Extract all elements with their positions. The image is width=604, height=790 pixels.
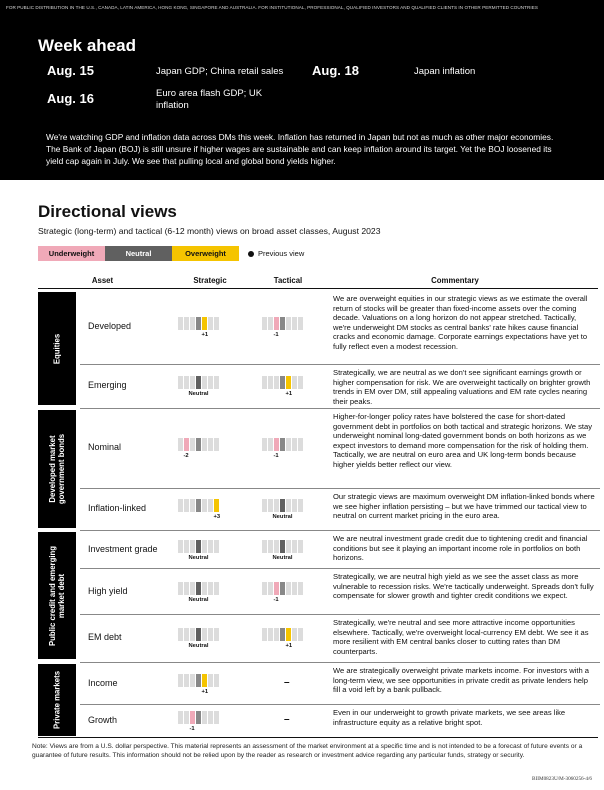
document-code: BIIM0823U/M-3060256-4/6 xyxy=(532,776,592,782)
scale-cell xyxy=(298,317,303,330)
tactical-view-scale xyxy=(262,438,305,459)
scale-cell xyxy=(184,438,189,451)
commentary-text: Even in our underweight to growth private markets, we see areas like infrastructure equity as a relative bright spot. xyxy=(333,708,566,727)
scale-cell xyxy=(268,438,273,451)
commentary-text: Strategically, we are neutral high yield as we see the asset class as more vulnerable to recession risks. We're tactically underweight. Spreads don't fully compensate for slower growth and tighter credit conditions we expect. xyxy=(333,572,594,601)
strategic-view-label: Neutral xyxy=(188,597,209,603)
scale-cell xyxy=(190,582,195,595)
scale-cell xyxy=(184,674,189,687)
scale-cell xyxy=(268,582,273,595)
row-divider xyxy=(80,408,600,409)
row-divider xyxy=(80,614,600,615)
category-credit-emd xyxy=(38,532,76,659)
scale-cell xyxy=(178,628,183,641)
scale-cell xyxy=(190,540,195,553)
scale-cell xyxy=(298,582,303,595)
scale-cell xyxy=(292,317,297,330)
directional-views-subtitle: Strategic (long-term) and tactical (6-12 month) views on broad asset classes, August 2023 xyxy=(38,226,381,236)
strategic-view-scale xyxy=(178,317,221,338)
scale-cell xyxy=(208,438,213,451)
category-label: Private markets xyxy=(52,670,62,730)
scale-cell xyxy=(184,317,189,330)
asset-name: Nominal xyxy=(88,442,122,452)
scale-cell xyxy=(274,438,279,451)
strategic-view-label: +1 xyxy=(201,689,209,695)
scale-cell xyxy=(286,499,291,512)
strategic-view-label: +1 xyxy=(201,332,209,338)
header-divider xyxy=(38,288,598,289)
scale-cell xyxy=(298,628,303,641)
scale-cell xyxy=(268,628,273,641)
header-tactical: Tactical xyxy=(273,276,303,285)
strategic-view-label: Neutral xyxy=(188,555,209,561)
tactical-view-scale xyxy=(262,499,305,520)
scale-cell xyxy=(274,628,279,641)
scale-cell xyxy=(190,674,195,687)
scale-cell xyxy=(286,376,291,389)
scale-cell xyxy=(190,711,195,724)
legend-neutral: Neutral xyxy=(105,246,172,261)
asset-name: EM debt xyxy=(88,632,122,642)
scale-cell xyxy=(214,674,219,687)
scale-cell xyxy=(178,376,183,389)
scale-cell xyxy=(178,582,183,595)
scale-cell xyxy=(196,674,201,687)
scale-cell xyxy=(184,499,189,512)
scale-cell xyxy=(292,499,297,512)
strategic-view-scale xyxy=(178,582,221,603)
scale-cell xyxy=(298,438,303,451)
table-bottom-divider xyxy=(38,737,598,738)
week-ahead-intro: We're watching GDP and inflation data across DMs this week. Inflation has returned in Japan but not as much as other major economies. The Bank of Japan (BOJ) is still unsure if higher wages are sustainable and can keep inflation around its target. Yet the BOJ loosened its yield cap again in July. We see that pulling local and global bond yields higher. xyxy=(46,132,554,167)
scale-cell xyxy=(274,499,279,512)
scale-cell xyxy=(208,317,213,330)
category-label: Public credit and emerging market debt xyxy=(48,545,66,646)
scale-cell xyxy=(202,438,207,451)
scale-cell xyxy=(190,438,195,451)
header-strategic: Strategic xyxy=(193,276,227,285)
row-divider xyxy=(80,364,600,365)
scale-cell xyxy=(214,711,219,724)
scale-cell xyxy=(208,499,213,512)
legend-underweight: Underweight xyxy=(38,246,105,261)
scale-cell xyxy=(292,540,297,553)
scale-cell xyxy=(274,317,279,330)
category-dm-government-bonds xyxy=(38,410,76,528)
tactical-view-scale xyxy=(262,582,305,603)
strategic-view-scale xyxy=(178,711,221,732)
scale-cell xyxy=(178,499,183,512)
legend-overweight: Overweight xyxy=(172,246,239,261)
strategic-view-scale xyxy=(178,438,221,459)
strategic-view-scale xyxy=(178,376,221,397)
tactical-view-scale xyxy=(262,317,305,338)
scale-cell xyxy=(274,540,279,553)
asset-name: Inflation-linked xyxy=(88,503,147,513)
commentary-text: Strategically, we are neutral as we don't see significant earnings growth or higher compensation for risk. We are overweight tactically on brighter growth trends in EM over DM, still appealing valuations and EM rate cycles nearing their peaks. xyxy=(333,368,591,406)
scale-cell xyxy=(178,711,183,724)
category-private-markets xyxy=(38,664,76,736)
tactical-view-label: Neutral xyxy=(272,514,293,520)
event-date: Aug. 15 xyxy=(47,63,94,78)
category-label: Developed market government bonds xyxy=(48,433,66,505)
strategic-view-label: Neutral xyxy=(188,391,209,397)
scale-cell xyxy=(196,499,201,512)
scale-cell xyxy=(280,376,285,389)
scale-cell xyxy=(196,438,201,451)
scale-cell xyxy=(178,317,183,330)
tactical-view-label: -1 xyxy=(273,332,279,338)
scale-cell xyxy=(208,628,213,641)
scale-cell xyxy=(262,582,267,595)
scale-cell xyxy=(262,376,267,389)
asset-name: Developed xyxy=(88,321,132,331)
commentary-text: Strategically, we're neutral and see more attractive income opportunities elsewhere. Tactically, we're overweight local-currency EM debt. We see it as more resilient with EM central banks closer to cutting rates than DM counterparts. xyxy=(333,618,589,656)
scale-cell xyxy=(208,674,213,687)
scale-cell xyxy=(208,711,213,724)
scale-cell xyxy=(202,582,207,595)
row-divider xyxy=(80,530,600,531)
week-ahead-panel xyxy=(0,0,604,180)
commentary-text: Higher-for-longer policy rates have bolstered the case for short-dated government debt in portfolios on both tactical and strategic horizons. We stay underweight nominal long-dated government bonds on both horizons as we expect investors to demand more compensation for the risk of holding them. Tactically, we are neutral on euro area and UK long-term bonds because higher yields better reflect our view. xyxy=(333,412,593,469)
distribution-disclaimer: FOR PUBLIC DISTRIBUTION IN THE U.S., CANADA, LATIN AMERICA, HONG KONG, SINGAPORE AND AUSTRALIA. FOR INSTITUTIONAL, PROFESSIONAL, QUALIFIED INVESTORS AND QUALIFIED CLIENTS IN OTHER PERMITTED COUNTRIES xyxy=(6,5,538,10)
scale-cell xyxy=(190,317,195,330)
scale-cell xyxy=(214,628,219,641)
scale-cell xyxy=(262,628,267,641)
directional-views-title: Directional views xyxy=(38,202,177,221)
week-ahead-title: Week ahead xyxy=(38,36,136,55)
strategic-view-label: -1 xyxy=(189,726,195,732)
event-text: Euro area flash GDP; UK inflation xyxy=(156,88,263,111)
strategic-view-label: Neutral xyxy=(188,643,209,649)
scale-cell xyxy=(202,674,207,687)
scale-cell xyxy=(298,499,303,512)
strategic-view-label: -2 xyxy=(183,453,189,459)
tactical-view-label: +1 xyxy=(285,391,293,397)
scale-cell xyxy=(292,582,297,595)
asset-name: Growth xyxy=(88,715,118,725)
scale-cell xyxy=(184,540,189,553)
scale-cell xyxy=(202,376,207,389)
category-label: Equities xyxy=(52,333,62,364)
row-divider xyxy=(80,568,600,569)
tactical-view-scale xyxy=(262,628,305,649)
scale-cell xyxy=(214,376,219,389)
scale-cell xyxy=(262,499,267,512)
event-date: Aug. 16 xyxy=(47,91,94,106)
tactical-view-label: -1 xyxy=(273,453,279,459)
strategic-view-scale xyxy=(178,499,221,520)
scale-cell xyxy=(184,376,189,389)
header-commentary: Commentary xyxy=(431,276,479,285)
scale-cell xyxy=(268,499,273,512)
commentary-text: We are strategically overweight private markets income. For investors with a long-term view, we see opportunities in private credit as private lenders help fill a void left by a bank pullback. xyxy=(333,666,590,695)
scale-cell xyxy=(292,438,297,451)
scale-cell xyxy=(280,628,285,641)
legend-previous-view: Previous view xyxy=(258,249,305,258)
scale-cell xyxy=(214,499,219,512)
scale-cell xyxy=(286,317,291,330)
scale-cell xyxy=(274,582,279,595)
scale-cell xyxy=(196,376,201,389)
scale-cell xyxy=(214,438,219,451)
scale-cell xyxy=(280,317,285,330)
scale-cell xyxy=(280,540,285,553)
scale-cell xyxy=(208,376,213,389)
asset-name: Income xyxy=(88,678,118,688)
scale-cell xyxy=(202,711,207,724)
event-date: Aug. 18 xyxy=(312,63,359,78)
scale-cell xyxy=(202,317,207,330)
scale-cell xyxy=(268,540,273,553)
commentary-text: Our strategic views are maximum overweight DM inflation-linked bonds where we see higher inflation persisting – but we have trimmed our tactical view to neutral on current market pricing in the euro area. xyxy=(333,492,595,521)
commentary-text: We are neutral investment grade credit due to tightening credit and financial conditions but see it playing an important income role in portfolios on both horizons. xyxy=(333,534,588,563)
scale-cell xyxy=(196,582,201,595)
tactical-view-scale xyxy=(262,540,305,561)
scale-cell xyxy=(262,438,267,451)
scale-cell xyxy=(202,499,207,512)
scale-cell xyxy=(214,317,219,330)
scale-cell xyxy=(298,540,303,553)
scale-cell xyxy=(178,438,183,451)
scale-cell xyxy=(196,711,201,724)
scale-cell xyxy=(190,376,195,389)
scale-cell xyxy=(280,582,285,595)
scale-cell xyxy=(274,376,279,389)
scale-cell xyxy=(262,540,267,553)
scale-cell xyxy=(202,540,207,553)
scale-cell xyxy=(292,376,297,389)
scale-cell xyxy=(184,628,189,641)
scale-cell xyxy=(262,317,267,330)
row-divider xyxy=(80,488,600,489)
scale-cell xyxy=(214,582,219,595)
category-equities xyxy=(38,292,76,405)
asset-name: Emerging xyxy=(88,380,127,390)
scale-cell xyxy=(208,582,213,595)
strategic-view-scale xyxy=(178,674,221,695)
scale-cell xyxy=(202,628,207,641)
tactical-view-label: Neutral xyxy=(272,555,293,561)
scale-cell xyxy=(268,376,273,389)
row-divider xyxy=(80,662,600,663)
footnote: Note: Views are from a U.S. dollar perspective. This material represents an assessment of the market environment at a specific time and is not intended to be a forecast of future events or a guarantee of future results. This information should not be relied upon by the reader as research or investment advice regarding any particular funds, strategy or security. xyxy=(32,743,583,760)
header-asset: Asset xyxy=(91,276,114,285)
scale-cell xyxy=(208,540,213,553)
tactical-view-label: – xyxy=(284,714,290,725)
scale-cell xyxy=(184,711,189,724)
scale-cell xyxy=(286,540,291,553)
strategic-view-scale xyxy=(178,540,221,561)
strategic-view-label: +3 xyxy=(213,514,221,520)
tactical-view-label: – xyxy=(284,677,290,688)
row-divider xyxy=(80,704,600,705)
asset-name: Investment grade xyxy=(88,544,158,554)
scale-cell xyxy=(298,376,303,389)
asset-name: High yield xyxy=(88,586,128,596)
scale-cell xyxy=(184,582,189,595)
scale-cell xyxy=(178,540,183,553)
event-text: Japan inflation xyxy=(414,66,476,77)
scale-cell xyxy=(280,499,285,512)
scale-cell xyxy=(196,628,201,641)
event-text: Japan GDP; China retail sales xyxy=(156,66,284,77)
strategic-view-scale xyxy=(178,628,221,649)
scale-cell xyxy=(190,499,195,512)
scale-cell xyxy=(196,540,201,553)
commentary-text: We are overweight equities in our strategic views as we estimate the overall return of stocks will be greater than fixed-income assets over the coming decade. Valuations on a long horizon do not appear stretched. Tactically, we're underweight DM stocks as central banks' rate hikes cause financial cracks and economic damage. Corporate earnings expectations have yet to fully reflect even a modest recession. xyxy=(333,294,588,351)
scale-cell xyxy=(280,438,285,451)
tactical-view-label: +1 xyxy=(285,643,293,649)
scale-cell xyxy=(190,628,195,641)
scale-cell xyxy=(196,317,201,330)
scale-cell xyxy=(286,628,291,641)
previous-view-dot-icon xyxy=(248,251,254,257)
scale-cell xyxy=(178,674,183,687)
tactical-view-scale xyxy=(262,376,305,397)
scale-cell xyxy=(286,438,291,451)
scale-cell xyxy=(268,317,273,330)
scale-cell xyxy=(214,540,219,553)
scale-cell xyxy=(286,582,291,595)
scale-cell xyxy=(292,628,297,641)
tactical-view-label: -1 xyxy=(273,597,279,603)
